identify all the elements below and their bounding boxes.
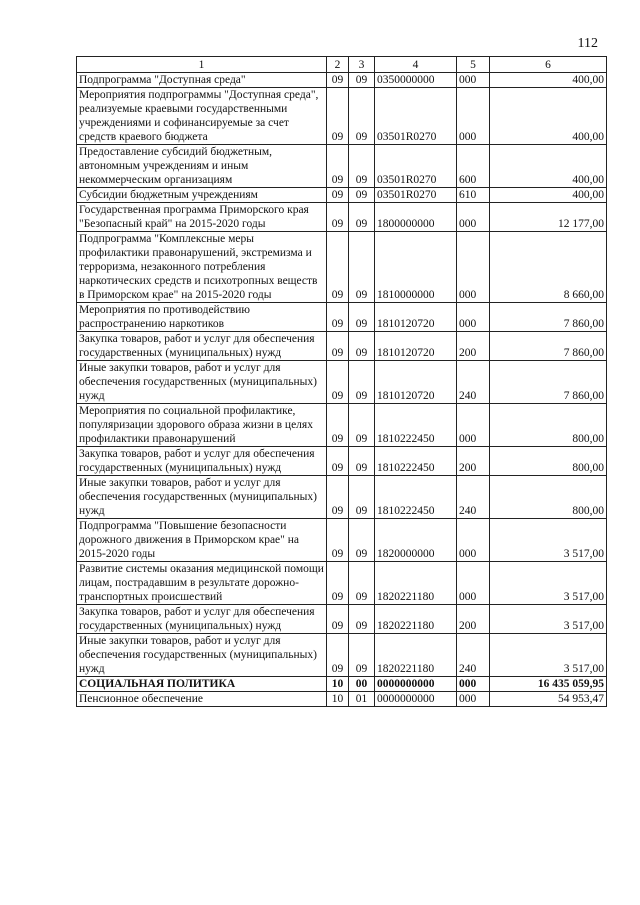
amount-cell: 800,00 xyxy=(490,404,607,447)
amount-cell: 7 860,00 xyxy=(490,332,607,361)
target-article-cell: 03501R0270 xyxy=(375,145,457,188)
target-article-cell: 1820221180 xyxy=(375,634,457,677)
section-code-cell: 09 xyxy=(327,145,349,188)
expense-type-cell: 000 xyxy=(457,519,490,562)
section-code-cell: 09 xyxy=(327,188,349,203)
expense-type-cell: 610 xyxy=(457,188,490,203)
section-code-cell: 09 xyxy=(327,476,349,519)
target-article-cell: 0000000000 xyxy=(375,692,457,707)
subsection-code-cell: 09 xyxy=(349,404,375,447)
expense-type-cell: 000 xyxy=(457,88,490,145)
expense-type-cell: 600 xyxy=(457,145,490,188)
row-name-cell: Государственная программа Приморского края "Безопасный край" на 2015-2020 годы xyxy=(77,203,327,232)
subsection-code-cell: 09 xyxy=(349,562,375,605)
expense-type-cell: 000 xyxy=(457,232,490,303)
subsection-code-cell: 09 xyxy=(349,476,375,519)
row-name-cell: Закупка товаров, работ и услуг для обеспечения государственных (муниципальных) нужд xyxy=(77,332,327,361)
target-article-cell: 1810120720 xyxy=(375,361,457,404)
row-name-cell: Иные закупки товаров, работ и услуг для обеспечения государственных (муниципальных) нужд xyxy=(77,476,327,519)
section-code-cell: 10 xyxy=(327,692,349,707)
amount-cell: 400,00 xyxy=(490,145,607,188)
table-row xyxy=(77,562,607,605)
subsection-code-cell: 09 xyxy=(349,188,375,203)
row-name-cell: Субсидии бюджетным учреждениям xyxy=(77,188,327,203)
target-article-cell: 1810222450 xyxy=(375,404,457,447)
amount-cell: 800,00 xyxy=(490,476,607,519)
target-article-cell: 0350000000 xyxy=(375,73,457,88)
row-name-cell: Подпрограмма "Доступная среда" xyxy=(77,73,327,88)
column-header: 3 xyxy=(349,57,375,73)
subsection-code-cell: 09 xyxy=(349,145,375,188)
amount-cell: 8 660,00 xyxy=(490,232,607,303)
table-row xyxy=(77,332,607,361)
row-name-cell: Развитие системы оказания медицинской помощи лицам, пострадавшим в результате дорожно-транспортных происшествий xyxy=(77,562,327,605)
section-code-cell: 10 xyxy=(327,677,349,692)
table-row xyxy=(77,677,607,692)
column-header: 6 xyxy=(490,57,607,73)
row-name-cell: СОЦИАЛЬНАЯ ПОЛИТИКА xyxy=(77,677,327,692)
table-row xyxy=(77,232,607,303)
expense-type-cell: 000 xyxy=(457,303,490,332)
target-article-cell: 0000000000 xyxy=(375,677,457,692)
amount-cell: 400,00 xyxy=(490,88,607,145)
section-code-cell: 09 xyxy=(327,88,349,145)
column-header: 4 xyxy=(375,57,457,73)
section-code-cell: 09 xyxy=(327,605,349,634)
target-article-cell: 1820221180 xyxy=(375,605,457,634)
section-code-cell: 09 xyxy=(327,73,349,88)
expense-type-cell: 240 xyxy=(457,476,490,519)
row-name-cell: Иные закупки товаров, работ и услуг для обеспечения государственных (муниципальных) нужд xyxy=(77,634,327,677)
amount-cell: 3 517,00 xyxy=(490,605,607,634)
expense-type-cell: 200 xyxy=(457,605,490,634)
subsection-code-cell: 09 xyxy=(349,332,375,361)
row-name-cell: Мероприятия подпрограммы "Доступная среда", реализуемые краевыми государственными учреждениями и софинансируемые за счет средств краевого бюджета xyxy=(77,88,327,145)
table-row xyxy=(77,203,607,232)
section-code-cell: 09 xyxy=(327,303,349,332)
target-article-cell: 1820221180 xyxy=(375,562,457,605)
section-code-cell: 09 xyxy=(327,361,349,404)
budget-table xyxy=(76,56,607,707)
amount-cell: 12 177,00 xyxy=(490,203,607,232)
target-article-cell: 1810222450 xyxy=(375,476,457,519)
expense-type-cell: 000 xyxy=(457,562,490,605)
column-header: 2 xyxy=(327,57,349,73)
amount-cell: 3 517,00 xyxy=(490,634,607,677)
section-code-cell: 09 xyxy=(327,447,349,476)
amount-cell: 400,00 xyxy=(490,73,607,88)
subsection-code-cell: 09 xyxy=(349,73,375,88)
target-article-cell: 1810222450 xyxy=(375,447,457,476)
section-code-cell: 09 xyxy=(327,332,349,361)
table-row xyxy=(77,447,607,476)
expense-type-cell: 240 xyxy=(457,634,490,677)
subsection-code-cell: 09 xyxy=(349,605,375,634)
row-name-cell: Пенсионное обеспечение xyxy=(77,692,327,707)
table-row xyxy=(77,188,607,203)
expense-type-cell: 000 xyxy=(457,677,490,692)
row-name-cell: Закупка товаров, работ и услуг для обеспечения государственных (муниципальных) нужд xyxy=(77,605,327,634)
target-article-cell: 03501R0270 xyxy=(375,88,457,145)
table-row xyxy=(77,605,607,634)
table-row xyxy=(77,692,607,707)
row-name-cell: Предоставление субсидий бюджетным, автономным учреждениям и иным некоммерческим организациям xyxy=(77,145,327,188)
target-article-cell: 1810000000 xyxy=(375,232,457,303)
table-row xyxy=(77,634,607,677)
table-row xyxy=(77,519,607,562)
row-name-cell: Закупка товаров, работ и услуг для обеспечения государственных (муниципальных) нужд xyxy=(77,447,327,476)
subsection-code-cell: 09 xyxy=(349,519,375,562)
expense-type-cell: 000 xyxy=(457,73,490,88)
table-row xyxy=(77,145,607,188)
column-header: 1 xyxy=(77,57,327,73)
page-number: 112 xyxy=(577,36,598,51)
table-header-row xyxy=(77,57,607,73)
row-name-cell: Подпрограмма "Повышение безопасности дорожного движения в Приморском крае" на 2015-2020 годы xyxy=(77,519,327,562)
expense-type-cell: 200 xyxy=(457,447,490,476)
amount-cell: 16 435 059,95 xyxy=(490,677,607,692)
target-article-cell: 1800000000 xyxy=(375,203,457,232)
expense-type-cell: 000 xyxy=(457,404,490,447)
section-code-cell: 09 xyxy=(327,519,349,562)
amount-cell: 7 860,00 xyxy=(490,361,607,404)
amount-cell: 3 517,00 xyxy=(490,562,607,605)
target-article-cell: 03501R0270 xyxy=(375,188,457,203)
table-row xyxy=(77,303,607,332)
table-row xyxy=(77,476,607,519)
expense-type-cell: 000 xyxy=(457,203,490,232)
expense-type-cell: 000 xyxy=(457,692,490,707)
row-name-cell: Иные закупки товаров, работ и услуг для обеспечения государственных (муниципальных) нужд xyxy=(77,361,327,404)
subsection-code-cell: 01 xyxy=(349,692,375,707)
column-header: 5 xyxy=(457,57,490,73)
subsection-code-cell: 09 xyxy=(349,447,375,476)
amount-cell: 800,00 xyxy=(490,447,607,476)
subsection-code-cell: 09 xyxy=(349,203,375,232)
section-code-cell: 09 xyxy=(327,232,349,303)
table-row xyxy=(77,404,607,447)
row-name-cell: Подпрограмма "Комплексные меры профилактики правонарушений, экстремизма и терроризма, незаконного потребления наркотических средств и психотропных веществ в Приморском крае" на 2015-2020 годы xyxy=(77,232,327,303)
amount-cell: 7 860,00 xyxy=(490,303,607,332)
subsection-code-cell: 09 xyxy=(349,634,375,677)
subsection-code-cell: 09 xyxy=(349,303,375,332)
section-code-cell: 09 xyxy=(327,562,349,605)
row-name-cell: Мероприятия по противодействию распространению наркотиков xyxy=(77,303,327,332)
table-row xyxy=(77,88,607,145)
table-row xyxy=(77,73,607,88)
target-article-cell: 1810120720 xyxy=(375,332,457,361)
subsection-code-cell: 09 xyxy=(349,88,375,145)
subsection-code-cell: 00 xyxy=(349,677,375,692)
amount-cell: 3 517,00 xyxy=(490,519,607,562)
section-code-cell: 09 xyxy=(327,634,349,677)
row-name-cell: Мероприятия по социальной профилактике, популяризации здорового образа жизни в целях профилактики правонарушений xyxy=(77,404,327,447)
subsection-code-cell: 09 xyxy=(349,232,375,303)
amount-cell: 54 953,47 xyxy=(490,692,607,707)
expense-type-cell: 200 xyxy=(457,332,490,361)
table-row xyxy=(77,361,607,404)
target-article-cell: 1820000000 xyxy=(375,519,457,562)
section-code-cell: 09 xyxy=(327,203,349,232)
expense-type-cell: 240 xyxy=(457,361,490,404)
amount-cell: 400,00 xyxy=(490,188,607,203)
target-article-cell: 1810120720 xyxy=(375,303,457,332)
section-code-cell: 09 xyxy=(327,404,349,447)
subsection-code-cell: 09 xyxy=(349,361,375,404)
